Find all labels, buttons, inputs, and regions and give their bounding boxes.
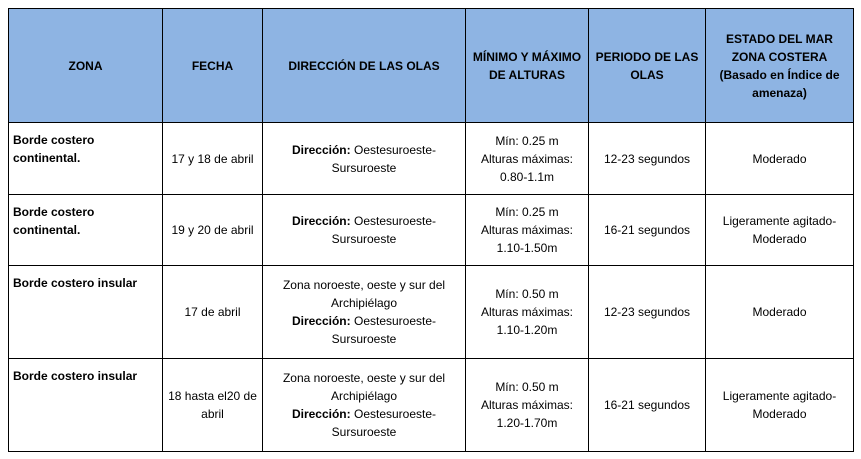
wave-forecast-table <box>8 8 854 452</box>
altura-min: Mín: 0.50 m <box>495 287 559 301</box>
header-periodo: PERIODO DE LAS OLAS <box>589 9 706 123</box>
header-estado-title: ESTADO DEL MAR ZONA COSTERA <box>726 31 833 64</box>
header-estado <box>706 9 854 123</box>
table-row <box>9 123 854 195</box>
header-zona: ZONA <box>9 9 163 123</box>
cell-zona: Borde costero continental. <box>9 195 163 266</box>
cell-fecha: 18 hasta el20 de abril <box>163 359 263 452</box>
altura-max: 1.10-1.50m <box>496 241 558 255</box>
zona-descripcion: Zona noroeste, oeste y sur del Archipiélago <box>282 278 446 310</box>
cell-fecha: 17 y 18 de abril <box>163 123 263 195</box>
cell-periodo: 16-21 segundos <box>589 359 706 452</box>
altura-max: 1.10-1.20m <box>496 323 558 337</box>
altura-max: 0.80-1.1m <box>499 169 555 184</box>
direccion-value-cont: Sursuroeste <box>331 332 397 346</box>
direccion-value: Oestesuroeste- <box>353 142 437 157</box>
cell-direccion <box>263 195 466 266</box>
cell-periodo: 12-23 segundos <box>589 123 706 195</box>
direccion-value: Oestesuroeste- <box>353 214 437 228</box>
altura-max-label: Alturas máximas: <box>480 223 574 237</box>
direccion-value-cont: Sursuroeste <box>331 425 397 439</box>
direccion-value: Oestesuroeste- <box>353 407 437 421</box>
header-fecha: FECHA <box>163 9 263 123</box>
direccion-value-cont: Sursuroeste <box>331 160 397 175</box>
direccion-label: Dirección: <box>291 142 351 157</box>
cell-direccion <box>263 359 466 452</box>
altura-max-label: Alturas máximas: <box>480 398 574 412</box>
cell-estado: Moderado <box>706 266 854 359</box>
altura-min: Mín: 0.25 m <box>495 133 559 148</box>
cell-direccion <box>263 266 466 359</box>
cell-estado: Ligeramente agitado-Moderado <box>706 359 854 452</box>
header-direccion: DIRECCIÓN DE LAS OLAS <box>263 9 466 123</box>
direccion-value-cont: Sursuroeste <box>331 232 397 246</box>
altura-max-label: Alturas máximas: <box>480 305 574 319</box>
direccion-label: Dirección: <box>291 407 351 421</box>
direccion-label: Dirección: <box>291 214 351 228</box>
cell-alturas <box>466 359 589 452</box>
table-row <box>9 195 854 266</box>
header-estado-note: (Basado en Índice de amenaza) <box>719 67 840 100</box>
cell-zona: Borde costero insular <box>9 266 163 359</box>
cell-direccion <box>263 123 466 195</box>
table-row <box>9 359 854 452</box>
cell-alturas <box>466 195 589 266</box>
direccion-value: Oestesuroeste- <box>353 314 437 328</box>
cell-estado: Moderado <box>706 123 854 195</box>
cell-periodo: 12-23 segundos <box>589 266 706 359</box>
cell-fecha: 19 y 20 de abril <box>163 195 263 266</box>
cell-periodo: 16-21 segundos <box>589 195 706 266</box>
altura-max-label: Alturas máximas: <box>480 151 574 166</box>
altura-min: Mín: 0.50 m <box>495 380 559 394</box>
cell-alturas <box>466 266 589 359</box>
cell-estado: Ligeramente agitado-Moderado <box>706 195 854 266</box>
table-row <box>9 266 854 359</box>
cell-fecha: 17 de abril <box>163 266 263 359</box>
altura-min: Mín: 0.25 m <box>495 205 559 219</box>
table-header-row <box>9 9 854 123</box>
cell-zona: Borde costero insular <box>9 359 163 452</box>
zona-descripcion: Zona noroeste, oeste y sur del Archipiélago <box>282 371 446 403</box>
header-alturas: MÍNIMO Y MÁXIMO DE ALTURAS <box>466 9 589 123</box>
cell-alturas <box>466 123 589 195</box>
direccion-label: Dirección: <box>291 314 351 328</box>
cell-zona: Borde costero continental. <box>9 123 163 195</box>
altura-max: 1.20-1.70m <box>496 416 558 430</box>
